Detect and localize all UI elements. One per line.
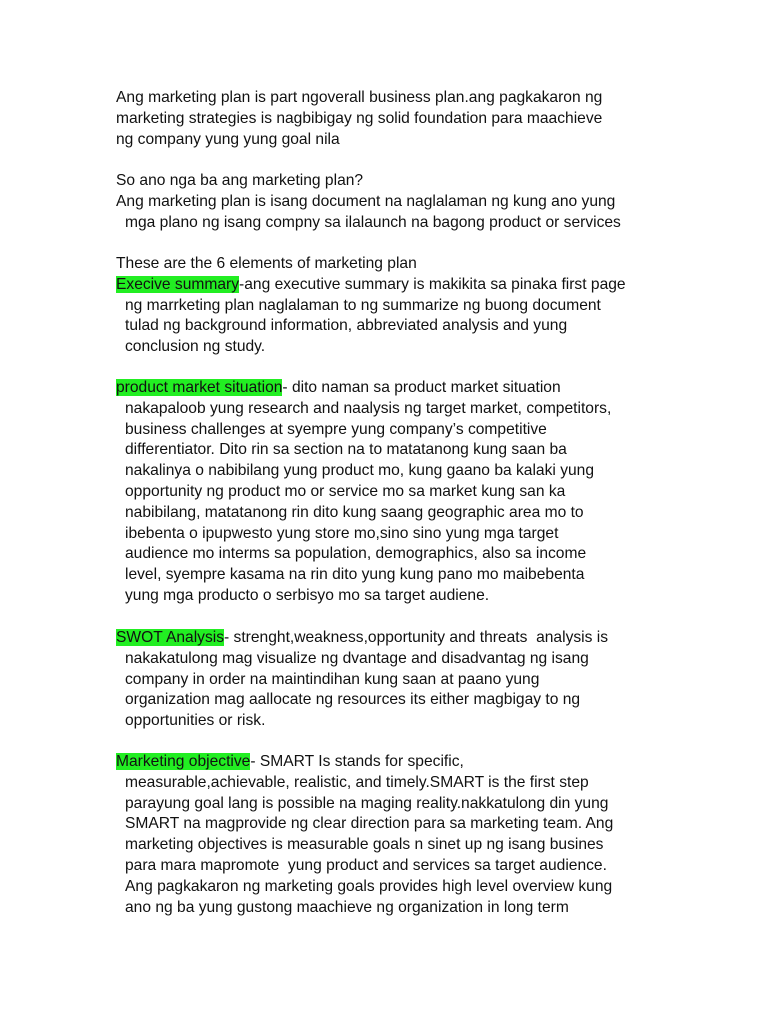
section-line: company in order na maintindihan kung saan at paano yung <box>125 670 540 688</box>
section-line: ng marrketing plan naglalaman to ng summarize ng buong document <box>125 296 601 314</box>
intro-line-3: ng company yung yung goal nila <box>116 130 340 148</box>
marketing-objective-section <box>116 752 676 918</box>
marketing-objective-term: Marketing objective <box>116 753 251 770</box>
question-heading: So ano nga ba ang marketing plan? <box>116 172 364 189</box>
product-market-situation-lead: - dito naman sa product market situation <box>282 379 561 396</box>
intro-line-2: marketing strategies is nagbibigay ng solid foundation para maachieve <box>116 109 603 127</box>
section-line: para mara mapromote yung product and services sa target audience. <box>125 856 607 874</box>
question-answer-line-2: mga plano ng isang compny sa ilalaunch na bagong product or services <box>125 213 621 231</box>
intro-paragraph <box>116 88 676 150</box>
section-line: audience mo interms sa population, demographics, also sa income <box>125 545 587 563</box>
section-line: nakakatulong mag visualize ng dvantage and disadvantag ng isang <box>125 649 589 667</box>
marketing-objective-lead: - SMART Is stands for specific, <box>250 753 464 770</box>
section-first-line <box>116 752 676 773</box>
swot-analysis-term: SWOT Analysis <box>116 629 225 646</box>
executive-summary-section <box>116 254 676 358</box>
section-line: parayung goal lang is possible na maging reality.nakkatulong din yung <box>125 794 609 812</box>
intro-line-1: Ang marketing plan is part ngoverall business plan.ang pagkakaron ng <box>116 89 603 106</box>
section-line: business challenges at syempre yung company’s competitive <box>125 420 547 438</box>
product-market-situation-section <box>116 378 676 607</box>
section-line: SMART na magprovide ng clear direction para sa marketing team. Ang <box>125 815 614 833</box>
swot-analysis-section <box>116 628 676 732</box>
section-line: level, syempre kasama na rin dito yung kung pano mo maibebenta <box>125 566 585 584</box>
section-first-line <box>116 378 676 399</box>
section-line: nakalinya o nabibilang yung product mo, kung gaano ba kalaki yung <box>125 462 595 480</box>
section-line: differentiator. Dito rin sa section na to matatanong kung saan ba <box>125 441 567 459</box>
executive-summary-term: Execive summary <box>116 275 240 293</box>
section-line: nakapaloob yung research and naalysis ng target market, competitors, <box>125 399 612 417</box>
section-line: yung mga producto o serbisyo mo sa target audiene. <box>125 586 490 604</box>
question-paragraph <box>116 171 676 233</box>
section-line: ano ng ba yung gustong maachieve ng organization in long term <box>125 898 569 916</box>
section-line: organization mag aallocate ng resources its either magbigay to ng <box>125 691 581 709</box>
section-line: nabibilang, matatanong rin dito kung saang geographic area mo to <box>125 503 584 521</box>
executive-summary-lead: -ang executive summary is makikita sa pinaka first page <box>239 275 626 293</box>
section-line: marketing objectives is measurable goals n sinet up ng isang busines <box>125 836 604 854</box>
section-line: Ang pagkakaron ng marketing goals provides high level overview kung <box>125 877 613 895</box>
section-line: ibebenta o ipupwesto yung store mo,sino sino yung mga target <box>125 524 559 542</box>
section-line: measurable,achievable, realistic, and timely.SMART is the first step <box>125 773 589 791</box>
section-line: tulad ng background information, abbreviated analysis and yung <box>125 317 568 335</box>
section-line: opportunities or risk. <box>125 712 266 730</box>
product-market-situation-term: product market situation <box>116 379 283 396</box>
section-first-line <box>116 628 676 649</box>
section-first-line <box>116 275 676 296</box>
section-line: opportunity ng product mo or service mo sa market kung san ka <box>125 482 566 500</box>
elements-intro: These are the 6 elements of marketing plan <box>116 255 417 272</box>
section-line: conclusion ng study. <box>125 338 266 356</box>
question-answer-line-1: Ang marketing plan is isang document na naglalaman ng kung ano yung <box>116 192 616 210</box>
swot-analysis-lead: - strenght,weakness,opportunity and threats analysis is <box>224 629 609 646</box>
